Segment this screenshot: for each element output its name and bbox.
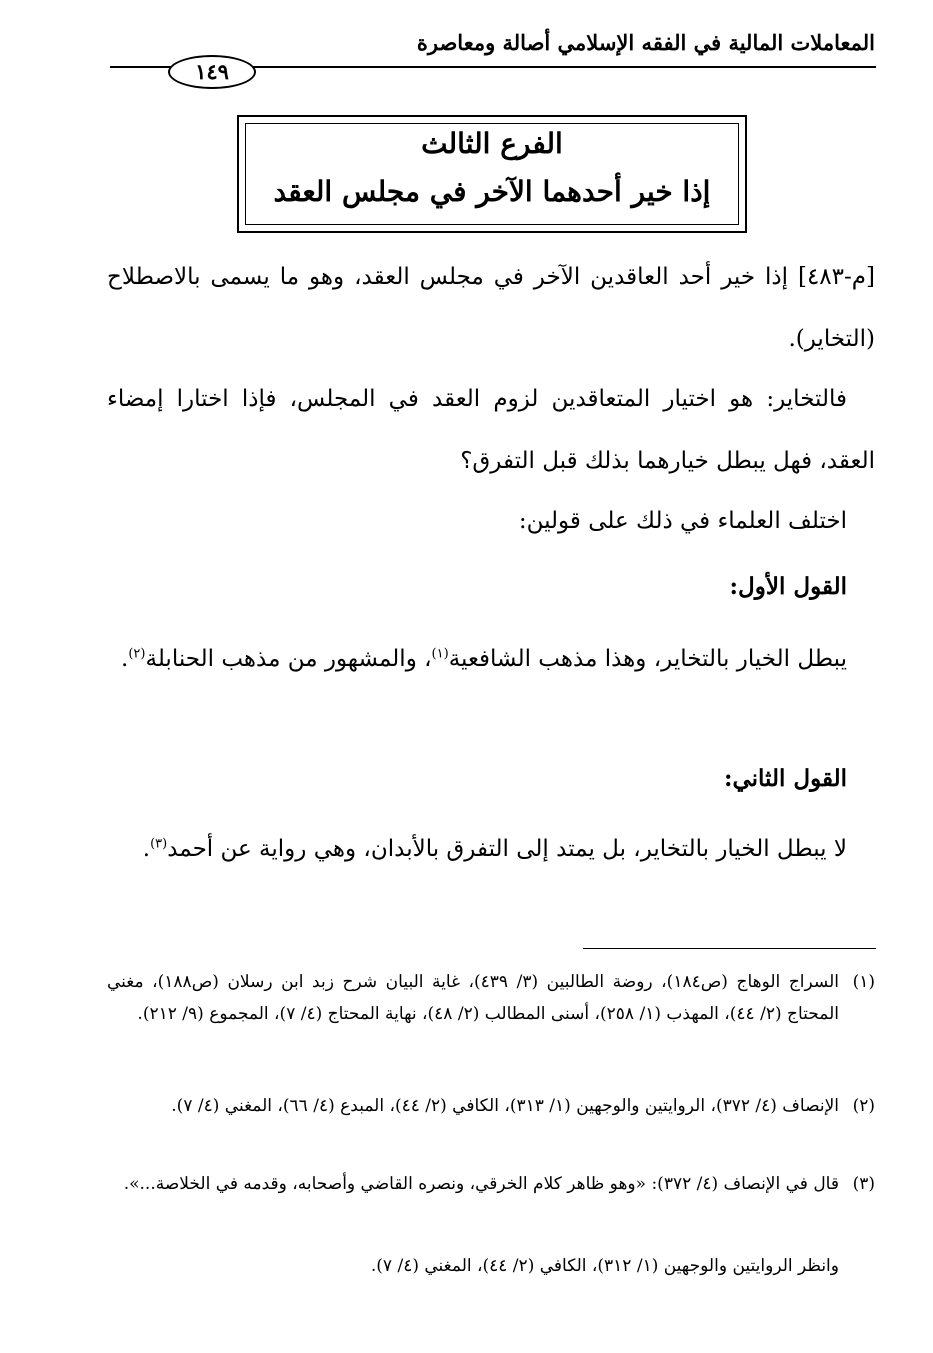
footnote-ref-2[interactable]: (٢) [128, 646, 146, 662]
footnote-1 [107, 966, 875, 1030]
footnote-2-text: الإنصاف (٤/ ٣٧٢)، الروايتين والوجهين (١/ ٣١٣)، الكافي (٢/ ٤٤)، المبدع (٤/ ٦٦)، المغني (٤/ ٧). [171, 1096, 839, 1116]
footnote-3-number: (٣) [852, 1174, 875, 1194]
paragraph-first-opinion-text-c: . [121, 646, 129, 672]
running-header-title: المعاملات المالية في الفقه الإسلامي أصالة ومعاصرة [416, 30, 875, 55]
paragraph-second-opinion [107, 818, 875, 880]
footnote-3-continuation: وانظر الروايتين والوجهين (١/ ٣١٢)، الكافي (٢/ ٤٤)، المغني (٤/ ٧). [370, 1256, 839, 1276]
section-subtitle: إذا خير أحدهما الآخر في مجلس العقد [273, 175, 711, 208]
paragraph-definition-text: فالتخاير: هو اختيار المتعاقدين لزوم العقد في المجلس، فإذا اختارا إمضاء العقد، فهل يبطل خيارهما بذلك قبل التفرق؟ [107, 386, 875, 474]
paragraph-disagreement-text: اختلف العلماء في ذلك على قولين: [518, 508, 847, 534]
paragraph-intro-text: [م-٤٨٣] إذا خير أحد العاقدين الآخر في مجلس العقد، وهو ما يسمى بالاصطلاح (التخاير). [107, 264, 875, 352]
paragraph-second-opinion-text-b: . [142, 836, 151, 862]
paragraph-first-opinion-text-b: ، والمشهور من مذهب الحنابلة [145, 646, 432, 672]
footnote-separator [583, 948, 876, 949]
paragraph-second-opinion-text-a: لا يبطل الخيار بالتخاير، بل يمتد إلى التفرق بالأبدان، وهي رواية عن أحمد [167, 836, 847, 862]
section-title-frame [237, 115, 747, 233]
footnote-1-number: (١) [852, 972, 875, 992]
paragraph-first-opinion-text-a: يبطل الخيار بالتخاير، وهذا مذهب الشافعية [448, 646, 847, 672]
page-number: ١٤٩ [168, 55, 256, 89]
footnote-2 [107, 1090, 875, 1122]
paragraph-first-opinion [107, 628, 875, 690]
footnote-2-number: (٢) [852, 1096, 875, 1116]
footnote-3-text: قال في الإنصاف (٤/ ٣٧٢): «وهو ظاهر كلام الخرقي، ونصره القاضي وأصحابه، وقدمه في الخلاصة...». [123, 1174, 839, 1194]
paragraph-intro [107, 246, 875, 370]
section-title: الفرع الثالث [421, 127, 563, 160]
heading-second-opinion: القول الثاني: [723, 765, 847, 792]
footnote-ref-3[interactable]: (٣) [150, 836, 168, 852]
footnote-3 [107, 1168, 875, 1200]
paragraph-definition [107, 368, 875, 492]
paragraph-disagreement [107, 490, 875, 552]
heading-first-opinion: القول الأول: [729, 573, 847, 600]
footnote-ref-1[interactable]: (١) [431, 646, 449, 662]
footnote-1-text: السراج الوهاج (ص١٨٤)، روضة الطالبين (٣/ ٤٣٩)، غاية البيان شرح زبد ابن رسلان (ص١٨٨)، مغني المحتاج (٢/ ٤٤)، المهذب (١/ ٢٥٨)، أسنى المطالب (٢/ ٤٨)، نهاية المحتاج (٤/ ٧)، المجموع (٩/ ٢١٢). [107, 972, 839, 1024]
